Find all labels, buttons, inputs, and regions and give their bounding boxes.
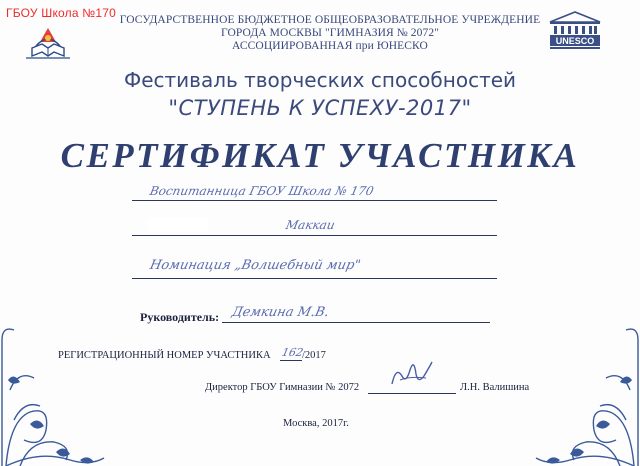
unesco-logo-icon — [544, 10, 606, 50]
header-line-2: ГОРОДА МОСКВЫ "ГИМНАЗИЯ № 2072" — [221, 27, 439, 39]
festival-title — [40, 66, 600, 122]
supervisor-label: Руководитель: — [140, 310, 220, 324]
watermark-text: ГБОУ Школа №170 — [6, 6, 116, 20]
header-line-1: ГОСУДАРСТВЕННОЕ БЮДЖЕТНОЕ ОБЩЕОБРАЗОВАТЕЛЬНОЕ УЧРЕЖДЕНИЕ — [119, 14, 541, 26]
festival-line-2: "СТУПЕНЬ К УСПЕХУ-2017" — [168, 96, 472, 120]
registration-number: 162 — [280, 346, 305, 359]
registration-label: РЕГИСТРАЦИОННЫЙ НОМЕР УЧАСТНИКА — [58, 350, 271, 361]
director-signature-line — [368, 393, 456, 394]
registration-year: /2017 — [302, 350, 326, 361]
participant-name-line — [132, 235, 497, 236]
festival-line-1: Фестиваль творческих способностей — [123, 68, 517, 92]
supervisor-handwriting: Демкина М.В. — [230, 305, 331, 320]
ornament-bottom-right-icon — [530, 320, 640, 466]
participant-name-handwriting: Маккаи — [284, 218, 337, 232]
nomination-handwriting: Номинация „Волшебный мир" — [148, 258, 362, 273]
place-date: Москва, 2017г. — [283, 418, 349, 429]
participant-org-line — [132, 200, 497, 201]
director-name: Л.Н. Валишина — [460, 382, 530, 393]
header-line-3: АССОЦИИРОВАННАЯ при ЮНЕСКО — [232, 40, 428, 52]
supervisor-line — [222, 322, 490, 323]
nomination-line — [132, 278, 497, 279]
ornament-bottom-left-icon — [0, 320, 110, 466]
redacted-area — [148, 218, 208, 232]
director-label: Директор ГБОУ Гимназии № 2072 — [205, 382, 360, 393]
registration-number-line — [280, 360, 302, 361]
director-signature-icon — [386, 354, 438, 394]
participant-org-handwriting: Воспитанница ГБОУ Школа № 170 — [148, 184, 375, 198]
institution-header — [60, 14, 600, 53]
unesco-label: UNESCO — [555, 36, 595, 46]
certificate-title: СЕРТИФИКАТ УЧАСТНИКА — [60, 136, 580, 175]
